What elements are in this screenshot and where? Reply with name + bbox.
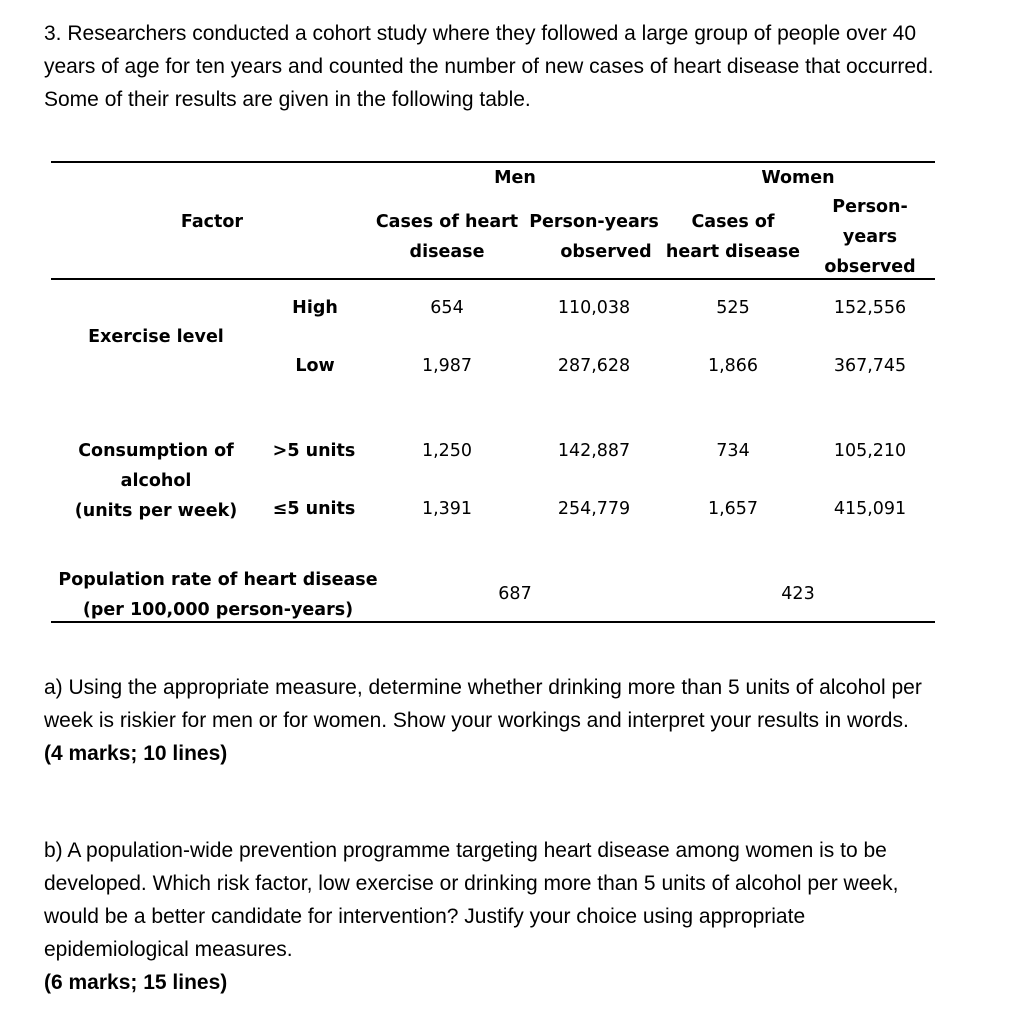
- women-cases-exercise-high: 525: [716, 298, 750, 318]
- men-py-exercise-low: 287,628: [557, 356, 631, 376]
- alcohol-under5-label: ≤5 units: [272, 499, 356, 519]
- women-population-rate: 423: [781, 584, 815, 604]
- part-b-question: [44, 834, 944, 999]
- men-py-exercise-high: 110,038: [557, 298, 631, 318]
- men-cases-header: Cases of heart disease: [375, 212, 519, 262]
- men-cases-exercise-high: 654: [430, 298, 464, 318]
- men-cases-alcohol-over5: 1,250: [421, 441, 473, 461]
- women-cases-alcohol-over5: 734: [716, 441, 750, 461]
- exercise-low-label: Low: [295, 356, 335, 376]
- men-cases-exercise-low: 1,987: [421, 356, 473, 376]
- part-b-text: b) A population-wide prevention programme targeting heart disease among women is to be developed. Which risk factor, low exercise or drinking more than 5 units of alcohol per week, would be a better candidate for intervention? Justify your choice using appropriate epidemiological measures.: [44, 839, 899, 961]
- alcohol-over5-label: >5 units: [272, 441, 356, 461]
- alcohol-consumption-label: Consumption of alcohol (units per week): [74, 441, 238, 521]
- women-py-alcohol-under5: 415,091: [833, 499, 907, 519]
- women-person-years-header: Person- years observed: [824, 197, 916, 277]
- men-py-alcohol-under5: 254,779: [557, 499, 631, 519]
- men-py-alcohol-over5: 142,887: [557, 441, 631, 461]
- women-cases-exercise-low: 1,866: [707, 356, 759, 376]
- part-a-question: [44, 671, 944, 770]
- men-cases-alcohol-under5: 1,391: [421, 499, 473, 519]
- women-group-header: Women: [761, 168, 835, 188]
- exercise-level-label: Exercise level: [88, 327, 224, 347]
- women-cases-alcohol-under5: 1,657: [707, 499, 759, 519]
- part-b-marks: (6 marks; 15 lines): [44, 971, 228, 994]
- women-py-alcohol-over5: 105,210: [833, 441, 907, 461]
- men-population-rate: 687: [498, 584, 532, 604]
- men-person-years-header: Person-years observed: [529, 212, 659, 262]
- factor-header: Factor: [180, 212, 244, 232]
- exercise-high-label: High: [292, 298, 338, 318]
- part-a-text: a) Using the appropriate measure, determine whether drinking more than 5 units of alcohol per week is riskier for men or for women. Show your workings and interpret your results in words.: [44, 676, 922, 732]
- part-a-marks: (4 marks; 10 lines): [44, 742, 228, 765]
- women-cases-header: Cases of heart disease: [665, 212, 801, 262]
- table-header-rule: [51, 278, 935, 280]
- men-group-header: Men: [494, 168, 536, 188]
- women-py-exercise-high: 152,556: [833, 298, 907, 318]
- population-rate-label: Population rate of heart disease (per 100,000 person-years): [58, 570, 378, 620]
- question-intro: 3. Researchers conducted a cohort study where they followed a large group of people over 40 years of age for ten years and counted the number of new cases of heart disease that occurred. Some of their results are given in the following table.: [44, 22, 934, 111]
- women-py-exercise-low: 367,745: [833, 356, 907, 376]
